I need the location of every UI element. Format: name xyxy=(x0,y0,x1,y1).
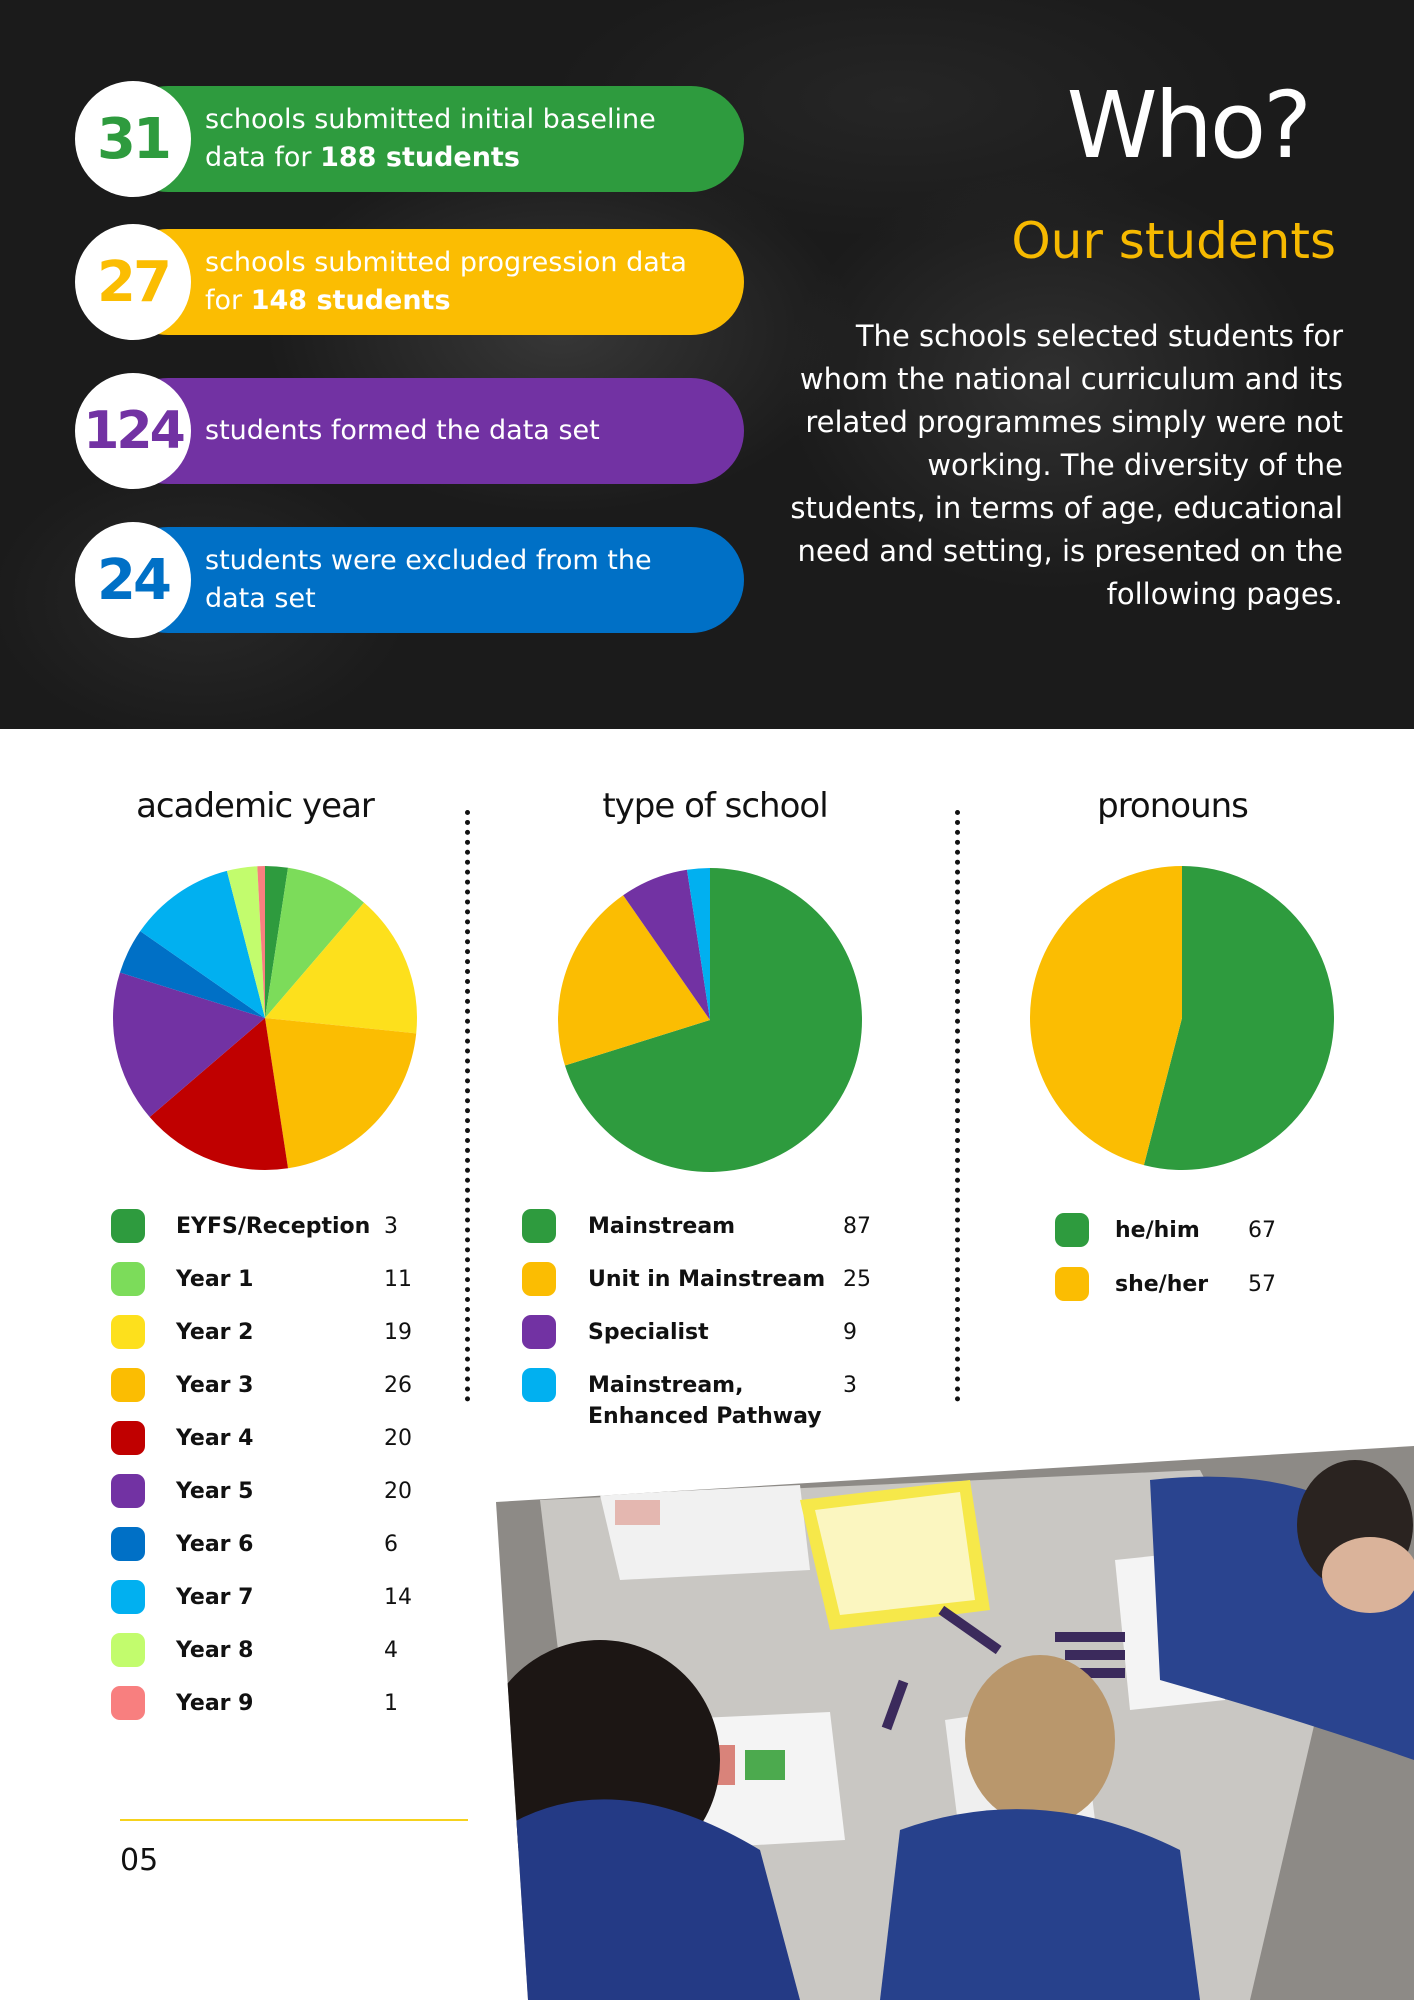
legend-value: 20 xyxy=(384,1426,412,1451)
legend-label: Year 8 xyxy=(176,1638,254,1663)
legend-value: 20 xyxy=(384,1479,412,1504)
legend-value: 25 xyxy=(843,1267,871,1292)
stat-text: schools submitted progression data for 148 students xyxy=(205,247,687,316)
legend-value: 19 xyxy=(384,1320,412,1345)
legend-label: Year 5 xyxy=(176,1479,254,1504)
legend-label: Year 4 xyxy=(176,1426,254,1451)
stat-text: students were excluded from the data set xyxy=(205,545,652,614)
legend-value: 14 xyxy=(384,1585,412,1610)
legend-value: 67 xyxy=(1248,1218,1276,1243)
legend-label: Mainstream, Enhanced Pathway xyxy=(588,1373,822,1429)
page-number: 05 xyxy=(120,1843,159,1878)
legend-value: 6 xyxy=(384,1532,398,1557)
legend-value: 87 xyxy=(843,1214,871,1239)
legend-value: 3 xyxy=(384,1214,398,1239)
chart-title-pronouns: pronouns xyxy=(1097,786,1248,826)
stat-text: students formed the data set xyxy=(205,415,600,446)
legend-label: Year 3 xyxy=(176,1373,254,1398)
legend-value: 9 xyxy=(843,1320,857,1345)
legend-label: Specialist xyxy=(588,1320,709,1345)
stat-number: 31 xyxy=(75,81,191,197)
legend-value: 26 xyxy=(384,1373,412,1398)
intro-paragraph: The schools selected students for whom the national curriculum and its related programmes simply were not working. The diversity of the students, in terms of age, educational need and setting, is presented on the following pages. xyxy=(790,319,1343,611)
legend-value: 1 xyxy=(384,1691,398,1716)
legend-label: he/him xyxy=(1115,1218,1200,1243)
stat-number: 124 xyxy=(75,373,191,489)
legend-value: 11 xyxy=(384,1267,412,1292)
chart-title-type-of-school: type of school xyxy=(602,786,828,826)
legend-value: 57 xyxy=(1248,1272,1276,1297)
page-subtitle: Our students xyxy=(1011,212,1336,270)
legend-label: Year 9 xyxy=(176,1691,254,1716)
stat-text: schools submitted initial baseline data for 188 students xyxy=(205,104,656,173)
page-title: Who? xyxy=(1066,72,1309,179)
legend-label: Year 2 xyxy=(176,1320,254,1345)
legend-label: she/her xyxy=(1115,1272,1209,1297)
legend-label: Mainstream xyxy=(588,1214,736,1239)
legend-label: Year 7 xyxy=(176,1585,254,1610)
legend-label: EYFS/Reception xyxy=(176,1214,371,1239)
legend-label: Year 1 xyxy=(176,1267,254,1292)
chart-title-academic-year: academic year xyxy=(136,786,374,826)
legend-label: Year 6 xyxy=(176,1532,254,1557)
legend-value: 3 xyxy=(843,1373,857,1398)
legend-value: 4 xyxy=(384,1638,398,1663)
stat-number: 27 xyxy=(75,224,191,340)
legend-label: Unit in Mainstream xyxy=(588,1267,826,1292)
stat-number: 24 xyxy=(75,522,191,638)
